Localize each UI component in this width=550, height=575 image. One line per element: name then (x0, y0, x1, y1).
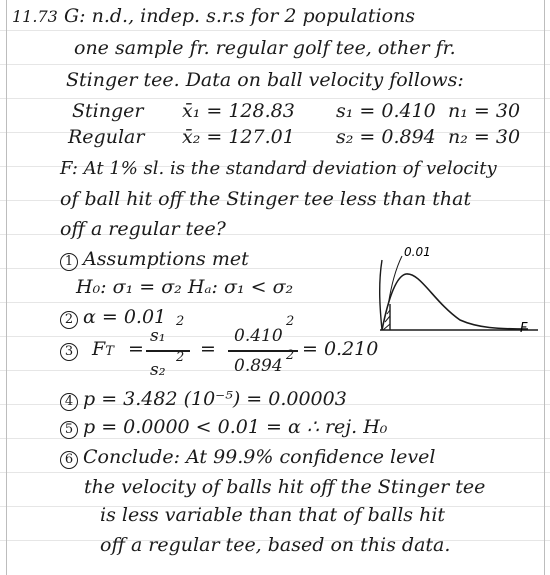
ruled-line (0, 30, 550, 31)
step-6-text: Conclude: At 99.9% confidence level (83, 446, 436, 468)
tail-area-label: 0.01 (404, 245, 431, 259)
find-line-3: off a regular tee? (60, 218, 226, 240)
step-1 (60, 248, 249, 271)
step-2-text: α = 0.01 (83, 306, 167, 328)
stinger-sd: s₁ = 0.410 (336, 100, 436, 122)
ruled-line (0, 98, 550, 99)
f-symbol: F (92, 338, 106, 360)
regular-mean: x̄₂ = 127.01 (182, 126, 295, 148)
step-number: 1 (60, 253, 78, 271)
step-5-text: p = 0.0000 < 0.01 = α ∴ rej. H₀ (83, 416, 388, 438)
conclusion-line-2: is less variable than that of balls hit (100, 504, 446, 526)
stinger-n: n₁ = 30 (448, 100, 521, 122)
f-statistic-symbol (92, 338, 114, 363)
stinger-label: Stinger (72, 100, 144, 122)
step-3 (60, 338, 83, 361)
f-result: = 0.210 (302, 338, 379, 360)
ratio-numerator-exponent: 2 (176, 314, 185, 329)
value-denominator: 0.894 (234, 356, 283, 376)
conclusion-line-1: the velocity of balls hit off the Stinger tee (84, 476, 486, 498)
ratio-numerator: s₁ (150, 326, 166, 346)
problem-number: 11.73 (12, 7, 58, 26)
y-axis-stroke (380, 260, 382, 330)
value-numerator-exponent: 2 (286, 314, 295, 329)
step-number: 4 (60, 393, 78, 411)
f-subscript: T (105, 344, 114, 359)
step-number: 6 (60, 451, 78, 469)
value-numerator: 0.410 (234, 326, 283, 346)
find-line-2: of ball hit off the Stinger tee less than that (60, 188, 472, 210)
equals-sign: = (128, 338, 144, 360)
ruled-line (0, 472, 550, 473)
step-6 (60, 446, 435, 469)
ratio-denominator: s₂ (150, 360, 166, 380)
given-line-1: G: n.d., indep. s.r.s for 2 populations (64, 5, 416, 27)
hypotheses: H₀: σ₁ = σ₂ Hₐ: σ₁ < σ₂ (76, 276, 294, 298)
given-line-3: Stinger tee. Data on ball velocity follows: (66, 69, 464, 91)
f-axis-label: F (520, 321, 528, 336)
regular-sd: s₂ = 0.894 (336, 126, 436, 148)
step-number: 3 (60, 343, 78, 361)
step-number: 5 (60, 421, 78, 439)
density-curve (382, 274, 528, 330)
margin-line (6, 0, 7, 575)
step-5 (60, 416, 387, 439)
step-4-text: p = 3.482 (10⁻⁵) = 0.00003 (83, 388, 347, 410)
step-1-text: Assumptions met (83, 248, 249, 270)
step-number: 2 (60, 311, 78, 329)
given-line-2: one sample fr. regular golf tee, other fr. (74, 37, 456, 59)
ratio-denominator-exponent: 2 (176, 350, 185, 365)
f-distribution-sketch (368, 240, 544, 340)
step-4 (60, 388, 347, 411)
find-line-1: F: At 1% sl. is the standard deviation of velocity (60, 158, 497, 179)
equals-sign: = (200, 338, 216, 360)
value-denominator-exponent: 2 (286, 348, 295, 363)
ruled-line (0, 64, 550, 65)
regular-n: n₂ = 30 (448, 126, 521, 148)
stinger-mean: x̄₁ = 128.83 (182, 100, 295, 122)
conclusion-line-3: off a regular tee, based on this data. (100, 534, 451, 556)
margin-line (544, 0, 545, 575)
regular-label: Regular (68, 126, 145, 148)
